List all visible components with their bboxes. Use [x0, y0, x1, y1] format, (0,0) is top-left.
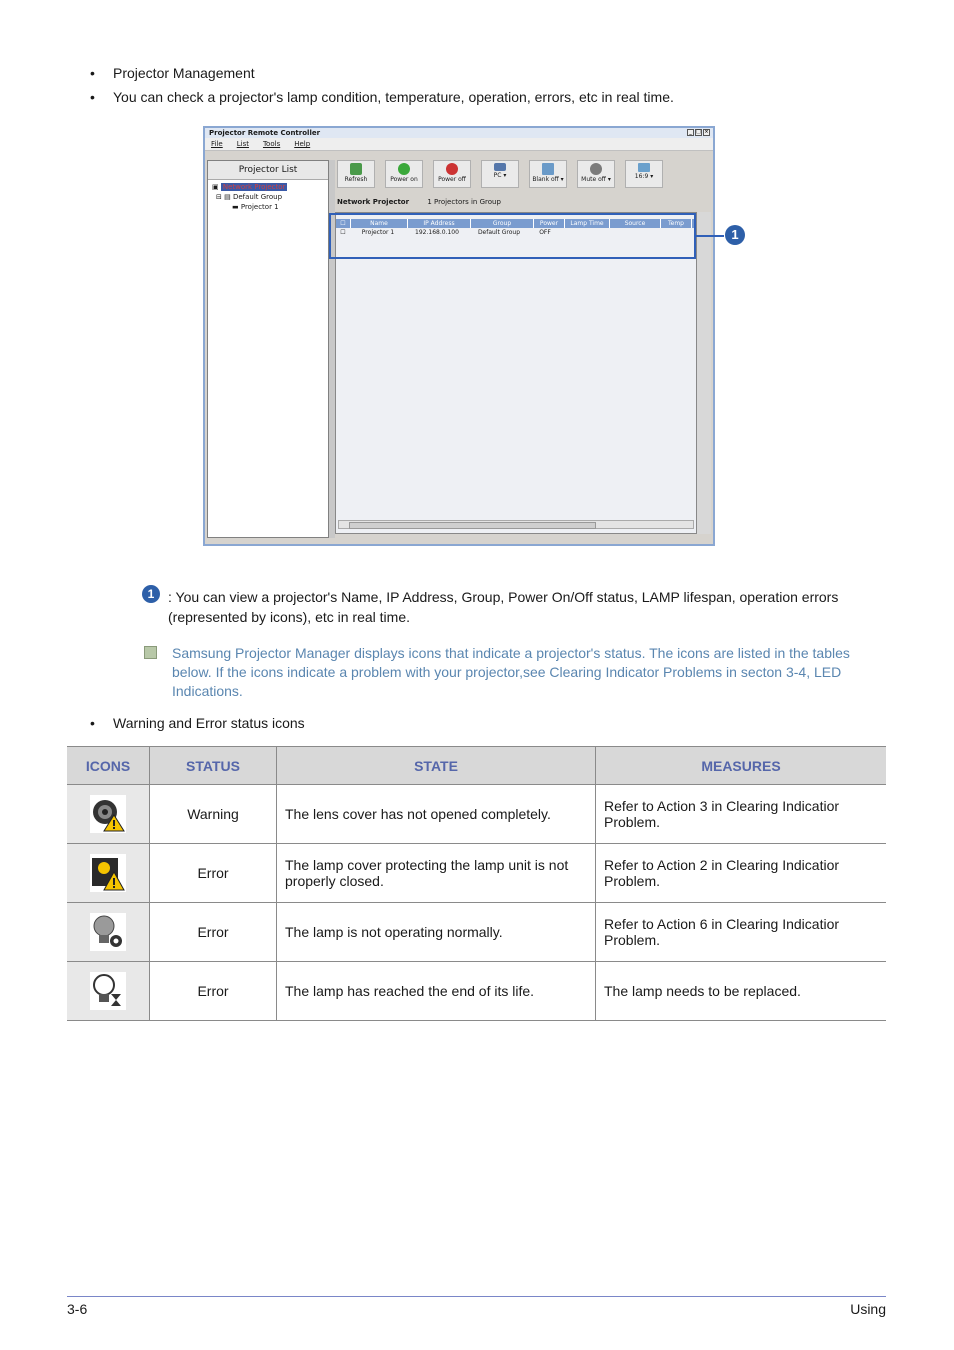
power-on-button[interactable]: Power on	[385, 160, 423, 188]
icon-cell	[67, 785, 150, 844]
projector-tree	[208, 180, 328, 214]
status-cell: Error	[150, 903, 277, 962]
status-cell: Warning	[150, 785, 277, 844]
table-row	[67, 962, 886, 1021]
callout-number-badge: 1	[725, 225, 745, 245]
cell-ip-address: 192.168.0.100	[415, 229, 459, 236]
icon-cell	[67, 962, 150, 1021]
column-power[interactable]: Power	[534, 219, 565, 228]
section-name: Using	[850, 1301, 886, 1317]
measures-cell: Refer to Action 3 in Clearing Indicatior Problem.	[596, 785, 887, 844]
column-source[interactable]: Source	[610, 219, 661, 228]
header-icons: ICONS	[67, 747, 150, 785]
table-row	[67, 844, 886, 903]
state-cell: The lens cover has not opened completely.	[277, 785, 596, 844]
lens-cover-warning-icon	[90, 795, 126, 833]
column-group[interactable]: Group	[471, 219, 534, 228]
callout-highlight-box	[329, 213, 696, 259]
cell-name: Projector 1	[361, 229, 395, 236]
scrollbar-thumb[interactable]	[349, 522, 596, 529]
header-status: STATUS	[150, 747, 277, 785]
state-cell: The lamp has reached the end of its life.	[277, 962, 596, 1021]
blank-off-button[interactable]: Blank off ▾	[529, 160, 567, 188]
callout-description: : You can view a projector's Name, IP Address, Group, Power On/Off status, LAMP lifespan, operation errors (represented by icons), etc in real time.	[168, 589, 839, 625]
minimize-icon[interactable]: _	[687, 129, 694, 136]
blank-screen-icon	[542, 163, 554, 175]
lamp-cover-error-icon	[90, 854, 126, 892]
lamp-end-of-life-icon	[90, 972, 126, 1010]
select-all-checkbox[interactable]: ☐	[336, 219, 351, 228]
close-icon[interactable]: ×	[704, 129, 709, 135]
state-cell: The lamp is not operating normally.	[277, 903, 596, 962]
status-cell: Error	[150, 844, 277, 903]
table-row	[67, 785, 886, 844]
menu-file[interactable]: File	[211, 140, 223, 148]
power-off-button[interactable]: Power off	[433, 160, 471, 188]
tree-item-network-projector[interactable]: ▣ Network Projector	[212, 183, 286, 191]
source-icon	[494, 163, 506, 171]
power-on-icon	[398, 163, 410, 175]
tree-item-default-group[interactable]: ⊟ ▤ Default Group	[216, 193, 283, 201]
column-lamp-time[interactable]: Lamp Time	[565, 219, 610, 228]
description-number-badge: 1	[142, 585, 160, 603]
aspect-ratio-button[interactable]: 16:9 ▾	[625, 160, 663, 188]
source-pc-button[interactable]: PC ▾	[481, 160, 519, 188]
column-ip-address[interactable]: IP Address	[408, 219, 471, 228]
refresh-button[interactable]: Refresh	[337, 160, 375, 188]
group-info-line	[335, 196, 713, 208]
network-projector-label: Network Projector	[337, 198, 410, 206]
column-name[interactable]: Name	[351, 219, 408, 228]
projector-list-header: Projector List	[208, 161, 328, 180]
power-off-icon	[446, 163, 458, 175]
projector-list-panel	[207, 160, 329, 538]
measures-cell: Refer to Action 2 in Clearing Indicatior Problem.	[596, 844, 887, 903]
vertical-scrollbar[interactable]	[697, 212, 711, 534]
table-header-row	[67, 747, 886, 785]
callout-leader-line	[696, 235, 724, 237]
refresh-icon	[350, 163, 362, 175]
status-cell: Error	[150, 962, 277, 1021]
maximize-icon[interactable]: □	[696, 129, 701, 135]
page-number: 3-6	[67, 1301, 88, 1317]
status-icons-table	[67, 746, 886, 1021]
measures-cell: Refer to Action 6 in Clearing Indicatior Problem.	[596, 903, 887, 962]
note-text: Samsung Projector Manager displays icons that indicate a projector's status. The icons are listed in the tables below. If the icons indicate a problem with your projector,see Clearing Indicator Problems in secton 3-4, LED Indications.	[172, 645, 850, 699]
window-title: Projector Remote Controller	[209, 129, 321, 137]
note-icon	[144, 646, 157, 659]
footer-divider	[67, 1296, 886, 1297]
tree-item-projector-1[interactable]: ▬ Projector 1	[232, 203, 279, 211]
projector-table	[335, 212, 697, 534]
icon-cell	[67, 903, 150, 962]
column-temp[interactable]: Temp	[661, 219, 692, 228]
icon-cell	[67, 844, 150, 903]
horizontal-scrollbar[interactable]	[338, 520, 694, 529]
header-state: STATE	[277, 747, 596, 785]
projector-remote-controller-window	[203, 126, 715, 546]
measures-cell: The lamp needs to be replaced.	[596, 962, 887, 1021]
menu-list[interactable]: List	[236, 140, 249, 148]
row-checkbox[interactable]: ☐	[340, 229, 346, 236]
cell-group: Default Group	[477, 229, 521, 236]
state-cell: The lamp cover protecting the lamp unit is not properly closed.	[277, 844, 596, 903]
speaker-icon	[590, 163, 602, 175]
cell-power: OFF	[539, 229, 551, 236]
lamp-fault-icon	[90, 913, 126, 951]
menu-tools[interactable]: Tools	[262, 140, 281, 148]
header-measures: MEASURES	[596, 747, 887, 785]
aspect-ratio-icon	[638, 163, 650, 172]
menu-bar	[205, 138, 713, 151]
table-row	[67, 903, 886, 962]
window-titlebar	[205, 128, 713, 138]
toolbar	[335, 160, 713, 192]
mute-off-button[interactable]: Mute off ▾	[577, 160, 615, 188]
projector-count-label: 1 Projectors in Group	[427, 198, 501, 206]
menu-help[interactable]: Help	[294, 140, 311, 148]
